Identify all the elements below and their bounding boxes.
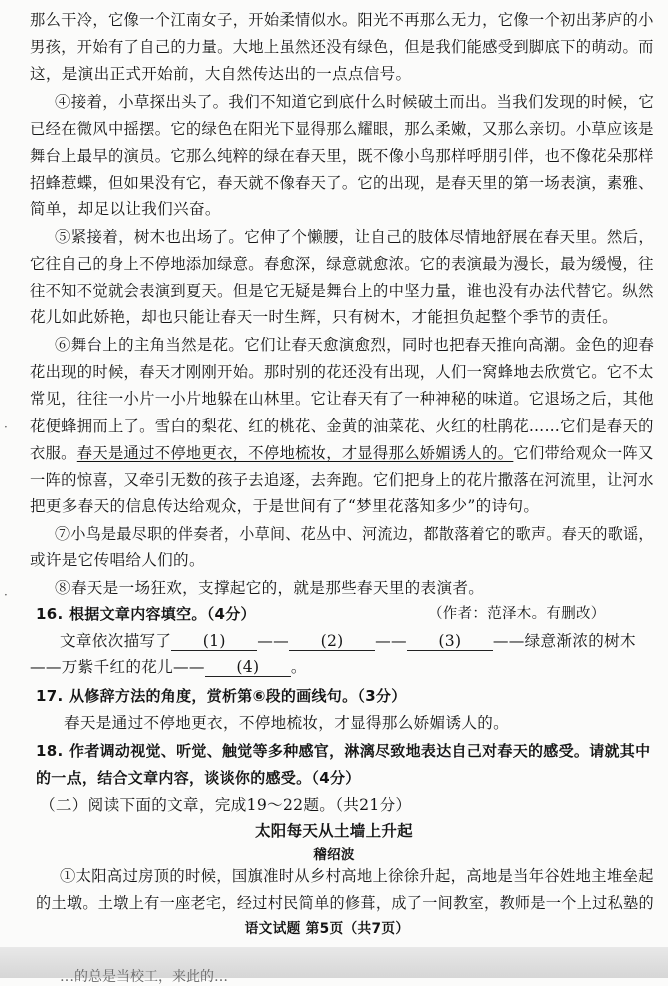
question-16-line2: ——万紫千红的花儿—— (4) 。 [30,658,307,676]
text-line-underlined: 衣服。春天是通过不停地更衣，不停地梳妆，才显得那么娇媚诱人的。它们带给观众一阵又 [30,444,654,462]
text-line: 那么干冷，它像一个江南女子，开始柔情似水。阳光不再那么无力，它像一个初出茅庐的小 [30,11,654,29]
question-16-line1: 文章依次描写了 (1) —— (2) —— (3) ——绿意渐浓的树木 [60,632,636,650]
blank-4[interactable]: (4) [205,658,291,677]
article-author: 稽绍波 [313,847,355,863]
text-line: 它往自己的身上不停地添加绿意。春愈深，绿意就愈浓。它的表演最为漫长，最为缓慢，往 [30,255,654,273]
paragraph-4: ④接着，小草探出头了。我们不知道它到底什么时候破土而出。当我们发现的时候，它 [55,93,655,111]
text-line: 或许是它传唱给人们的。 [30,551,205,569]
question-18-line2: 的一点，结合文章内容，谈谈你的感受。（4分） [36,769,361,787]
page-footer: 语文试题 第5页（共7页） [244,921,410,937]
text-line: 简单，却足以让我们兴奋。 [30,200,221,218]
text-line: 已经在微风中摇摆。它的绿色在阳光下显得那么耀眼，那么柔嫩，又那么亲切。小草应该是 [30,120,654,138]
text-line: 把更多春天的信息传达给观众，于是世间有了“梦里花落知多少”的诗句。 [30,497,540,515]
text-line: 男孩，开始有了自己的力量。大地上虽然还没有绿色，但是我们能感受到脚底下的萌动。而 [30,38,654,56]
underlined-sentence: 春天是通过不停地更衣，不停地梳妆，才显得那么娇媚诱人的。 [76,444,514,462]
question-17-title: 17. 从修辞方法的角度，赏析第⑥段的画线句。（3分） [36,687,407,705]
paragraph-7: ⑦小鸟是最尽职的伴奏者，小草间、花丛中、河流边，都散落着它的歌声。春天的歌谣， [55,525,654,543]
paragraph-5: ⑤紧接着，树木也出场了。它伸了个懒腰，让自己的肢体尽情地舒展在春天里。然后， [55,228,655,246]
paragraph-6: ⑥舞台上的主角当然是花。它们让春天愈演愈烈，同时也把春天推向高潮。金色的迎春 [55,336,655,354]
section-2-heading: （二）阅读下面的文章，完成19～22题。（共21分） [40,796,412,814]
text-line: 常见，往往一小片一小片地躲在山林里。它让春天有了一种神秘的味道。它退场之后，其他 [30,390,654,408]
blank-2[interactable]: (2) [289,632,375,651]
text-line: 招蜂惹蝶，但如果没有它，春天就不像春天了。它的出现，是春天里的第一场表演，素雅、 [30,174,654,192]
margin-mark: · [4,420,8,434]
blank-1[interactable]: (1) [171,632,257,651]
text-line: 的土墩。土墩上有一座老宅，经过村民简单的修葺，成了一间教室，教师是一个上过私塾的 [36,894,654,912]
paragraph-8: ⑧春天是一场狂欢，支撑起它的，就是那些春天里的表演者。 [55,579,485,597]
text-line: 花儿如此娇艳，却也只能让春天一时生辉，只有树木，才能担负起整个季节的责任。 [30,308,619,326]
blank-3[interactable]: (3) [407,632,493,651]
margin-mark: · [4,588,8,602]
text-line: 舞台上最早的演员。它那么纯粹的绿在春天里，既不像小鸟那样呼朋引伴，也不像花朵那样 [30,147,654,165]
question-18-line1: 18. 作者调动视觉、听觉、触觉等多种感官，淋漓尽致地表达自己对春天的感受。请就其中 [36,742,651,760]
text-line: 往不知不觉就会表演到夏天。但是它无疑是舞台上的中坚力量，谁也没有办法代替它。纵然 [30,282,654,300]
article-title: 太阳每天从土墙上升起 [254,822,413,840]
question-17-quote: 春天是通过不停地更衣，不停地梳妆，才显得那么娇媚诱人的。 [64,714,510,732]
text-line: 花出现的时候，春天才刚刚开始。那时别的花还没有出现，人们一窝蜂地去欣赏它。它不太 [30,363,654,381]
text-line: 这，是演出正式开始前，大自然传达出的一点点信号。 [30,65,412,83]
text-line: 一阵的惊喜，又牵引无数的孩子去追逐，去奔跑。它们把身上的花片撒落在河流里，让河水 [30,471,654,489]
text-line: 花便蜂拥而上了。雪白的梨花、红的桃花、金黄的油菜花、火红的杜鹃花……它们是春天的 [30,417,654,435]
author-note: （作者：范泽木。有删改） [428,606,606,622]
next-page-cut-text: …的总是当校工，来此的… [60,969,228,985]
article-paragraph-1: ①太阳高过房顶的时候，国旗准时从乡村高地上徐徐升起，高地是当年谷姓地主堆垒起 [60,867,654,885]
question-16-title: 16. 根据文章内容填空。（4分） [36,605,256,623]
